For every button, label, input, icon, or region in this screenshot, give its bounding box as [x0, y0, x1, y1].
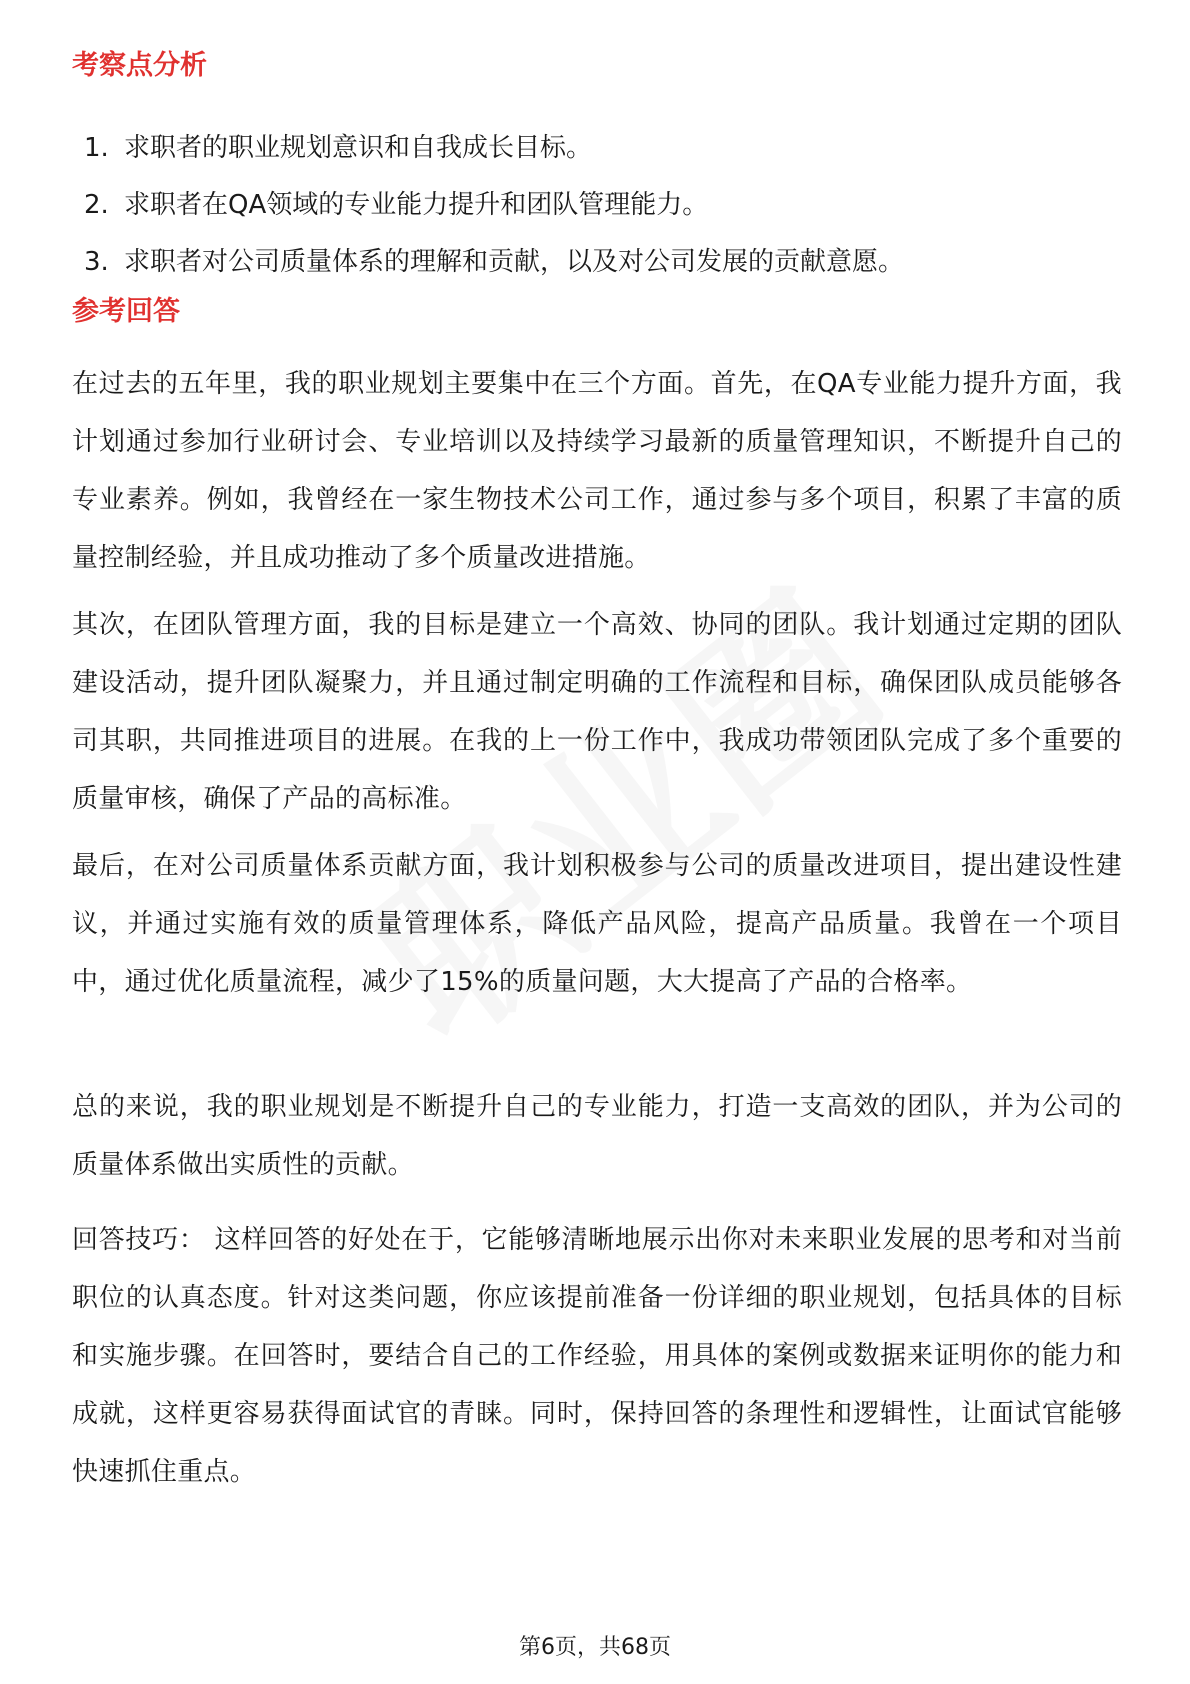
- answer-paragraph: 最后，在对公司质量体系贡献方面，我计划积极参与公司的质量改进项目，提出建设性建议，并通过实施有效的质量管理体系，降低产品风险，提高产品质量。我曾在一个项目中，通过优化质量流程，减少了15%的质量问题，大大提高了产品的合格率。: [72, 851, 1122, 997]
- answer-paragraph: 总的来说，我的职业规划是不断提升自己的专业能力，打造一支高效的团队，并为公司的质量体系做出实质性的贡献。: [72, 1092, 1122, 1180]
- page-number: 第6页，共68页: [519, 1635, 671, 1660]
- list-text: 求职者的职业规划意识和自我成长目标。: [124, 133, 593, 163]
- list-item: [84, 120, 904, 177]
- answer-paragraph: 其次，在团队管理方面，我的目标是建立一个高效、协同的团队。我计划通过定期的团队建设活动，提升团队凝聚力，并且通过制定明确的工作流程和目标，确保团队成员能够各司其职，共同推进项目的进展。在我的上一份工作中，我成功带领团队完成了多个重要的质量审核，确保了产品的高标准。: [72, 610, 1122, 814]
- analysis-list: [84, 120, 904, 291]
- list-text: 求职者对公司质量体系的理解和贡献，以及对公司发展的贡献意愿。: [124, 247, 905, 277]
- list-number: 1.: [84, 133, 109, 163]
- answer-paragraph: 在过去的五年里，我的职业规划主要集中在三个方面。首先，在QA专业能力提升方面，我计划通过参加行业研讨会、专业培训以及持续学习最新的质量管理知识，不断提升自己的专业素养。例如，我曾经在一家生物技术公司工作，通过参与多个项目，积累了丰富的质量控制经验，并且成功推动了多个质量改进措施。: [72, 369, 1122, 573]
- list-number: 2.: [84, 190, 109, 220]
- tips-paragraph: 回答技巧： 这样回答的好处在于，它能够清晰地展示出你对未来职业发展的思考和对当前职位的认真态度。针对这类问题，你应该提前准备一份详细的职业规划，包括具体的目标和实施步骤。在回答时，要结合自己的工作经验，用具体的案例或数据来证明你的能力和成就，这样更容易获得面试官的青睐。同时，保持回答的条理性和逻辑性，让面试官能够快速抓住重点。: [72, 1225, 1122, 1487]
- list-item: [84, 234, 904, 291]
- list-item: [84, 177, 904, 234]
- list-text: 求职者在QA领域的专业能力提升和团队管理能力。: [124, 190, 709, 220]
- list-number: 3.: [84, 247, 109, 277]
- answer-heading: 参考回答: [72, 296, 180, 327]
- analysis-heading: 考察点分析: [72, 50, 207, 81]
